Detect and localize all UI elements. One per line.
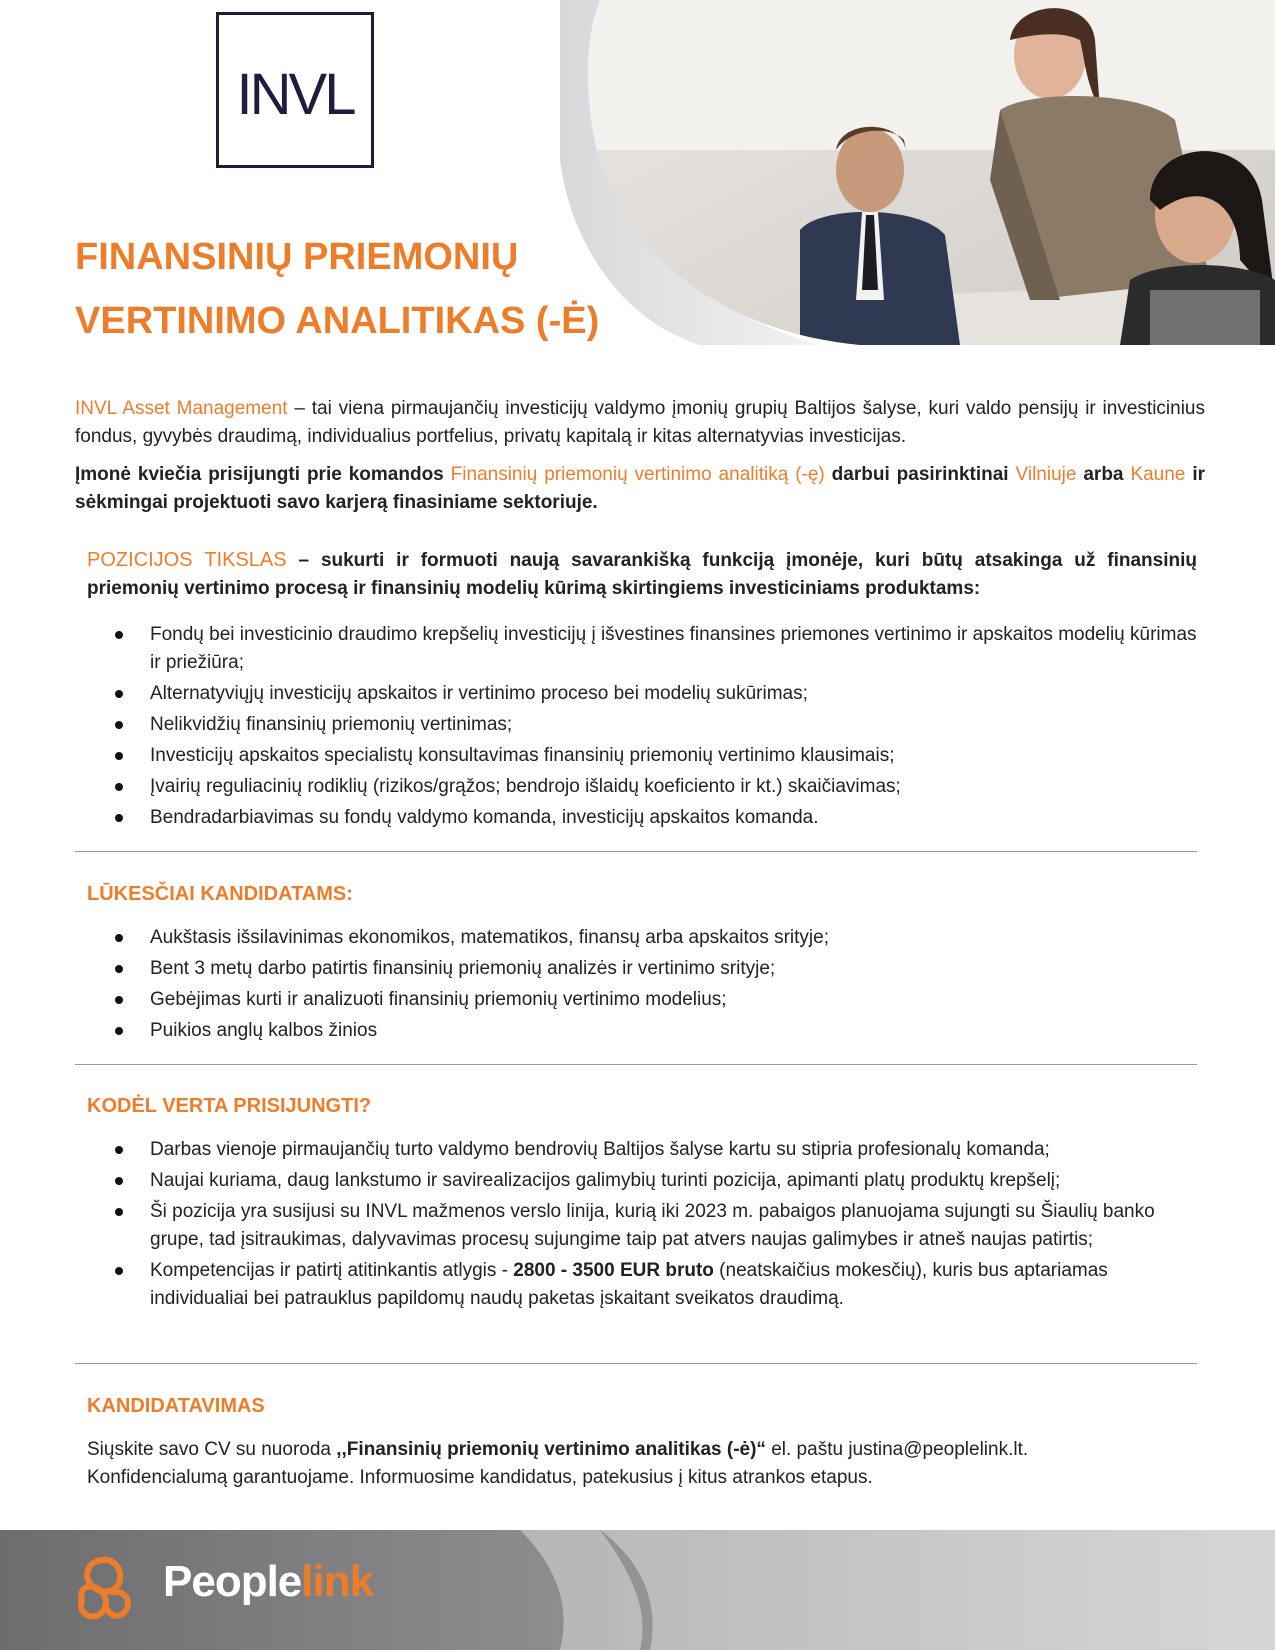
intro-block	[75, 395, 1205, 517]
expectations-heading: LŪKESČIAI KANDIDATAMS:	[87, 883, 353, 905]
divider	[75, 1064, 1197, 1065]
peoplelink-logo-text: Peoplelink	[163, 1557, 374, 1606]
expectations-section	[87, 880, 1197, 1048]
job-title-line-2: VERTINIMO ANALITIKAS (-Ė)	[75, 300, 600, 342]
list-item: Naujai kuriama, daug lankstumo ir savirealizacijos galimybių turinti pozicija, apimanti platų produktų krepšelį;	[76, 1167, 1197, 1195]
why-list	[76, 1136, 1197, 1313]
list-item: Ši pozicija yra susijusi su INVL mažmenos verslo linija, kurią iki 2023 m. pabaigos planuojama sujungti su Šiaulių banko grupe, tad įsitraukimas, dalyvavimas procesų sujungime taip pat atvers naujas galimybes ir atneš naujas patirtis;	[76, 1198, 1197, 1254]
invl-logo	[216, 12, 374, 168]
job-title-line-1: FINANSINIŲ PRIEMONIŲ	[75, 236, 519, 278]
list-item: Puikios anglų kalbos žinios	[76, 1017, 1197, 1045]
apply-reference: ,,Finansinių priemonių vertinimo analitikas (-ė)“	[336, 1439, 766, 1460]
list-item: Bendradarbiavimas su fondų valdymo komanda, investicijų apskaitos komanda.	[76, 804, 1197, 832]
job-title	[75, 225, 635, 353]
goal-text: – sukurti ir formuoti naują savarankišką funkciją įmonėje, kuri būtų atsakinga už finansinių priemonių vertinimo procesą ir finansinių modelių kūrimą skirtingiems investiciniams produktams:	[87, 550, 1197, 599]
list-item: Alternatyviųjų investicijų apskaitos ir vertinimo proceso bei modelių sukūrimas;	[76, 680, 1197, 708]
expectations-list	[76, 924, 1197, 1045]
footer-banner	[0, 1530, 1275, 1650]
invl-logo-text: INVL	[236, 61, 354, 127]
list-item: Bent 3 metų darbo patirtis finansinių priemonių analizės ir vertinimo srityje;	[76, 955, 1197, 983]
divider	[75, 1363, 1197, 1364]
intro-paragraph	[75, 395, 1205, 451]
goal-heading: POZICIJOS TIKSLAS	[87, 549, 287, 571]
goal-section	[87, 546, 1197, 835]
apply-text: Siųskite savo CV su nuoroda ,,Finansinių priemonių vertinimo analitikas (-ė)“ el. paštu justina@peoplelink.lt.	[87, 1439, 1029, 1460]
goal-list	[76, 621, 1197, 832]
list-item: Įvairių reguliacinių rodiklių (rizikos/grąžos; bendrojo išlaidų koeficiento ir kt.) skaičiavimas;	[76, 773, 1197, 801]
list-item: Aukštasis išsilavinimas ekonomikos, matematikos, finansų arba apskaitos srityje;	[76, 924, 1197, 952]
company-name: INVL Asset Management	[75, 398, 288, 419]
list-item: Nelikvidžių finansinių priemonių vertinimas;	[76, 711, 1197, 739]
list-item: Fondų bei investicinio draudimo krepšelių investicijų į išvestines finansines priemones vertinimo ir apskaitos modelių kūrimas ir priežiūra;	[76, 621, 1197, 677]
peoplelink-logo-icon	[68, 1552, 140, 1624]
salary-range: 2800 - 3500 EUR bruto	[513, 1260, 714, 1281]
city-vilnius: Vilniuje	[1015, 464, 1077, 485]
list-item: Investicijų apskaitos specialistų konsultavimas finansinių priemonių vertinimo klausimais;	[76, 742, 1197, 770]
divider	[75, 851, 1197, 852]
city-kaunas: Kaune	[1130, 464, 1186, 485]
position-name: Finansinių priemonių vertinimo analitiką (-ę)	[450, 464, 825, 485]
invite-paragraph: Įmonė kviečia prisijungti prie komandos Finansinių priemonių vertinimo analitiką (-ę) darbui pasirinktinai Vilniuje arba Kaune ir sėkmingai projektuoti savo karjerą finasiniame sektoriuje.	[75, 464, 1205, 513]
goal-paragraph	[87, 546, 1197, 603]
why-heading: KODĖL VERTA PRISIJUNGTI?	[87, 1095, 372, 1117]
apply-heading: KANDIDATAVIMAS	[87, 1395, 265, 1417]
apply-section	[87, 1392, 1197, 1492]
list-item: Gebėjimas kurti ir analizuoti finansinių priemonių vertinimo modelius;	[76, 986, 1197, 1014]
list-item-salary: Kompetencijas ir patirtį atitinkantis atlygis - 2800 - 3500 EUR bruto (neatskaičius mokesčių), kuris bus aptariamas individualiai bei patrauklus papildomų naudų paketas įskaitant sveikatos draudimą.	[76, 1257, 1197, 1313]
why-section	[87, 1092, 1197, 1316]
apply-email[interactable]: el. paštu justina@peoplelink.lt.	[765, 1439, 1029, 1460]
intro-text: – tai viena pirmaujančių investicijų valdymo įmonių grupių Baltijos šalyse, kuri valdo pensijų ir investicinius fondus, gyvybės draudimą, individualius portfelius, privatų kapitalą ir kitas alternatyvias investicijas.	[75, 398, 1205, 447]
apply-confidential: Konfidencialumą garantuojame. Informuosime kandidatus, patekusius į kitus atrankos etapus.	[87, 1467, 873, 1488]
list-item: Darbas vienoje pirmaujančių turto valdymo bendrovių Baltijos šalyse kartu su stipria profesionalų komanda;	[76, 1136, 1197, 1164]
